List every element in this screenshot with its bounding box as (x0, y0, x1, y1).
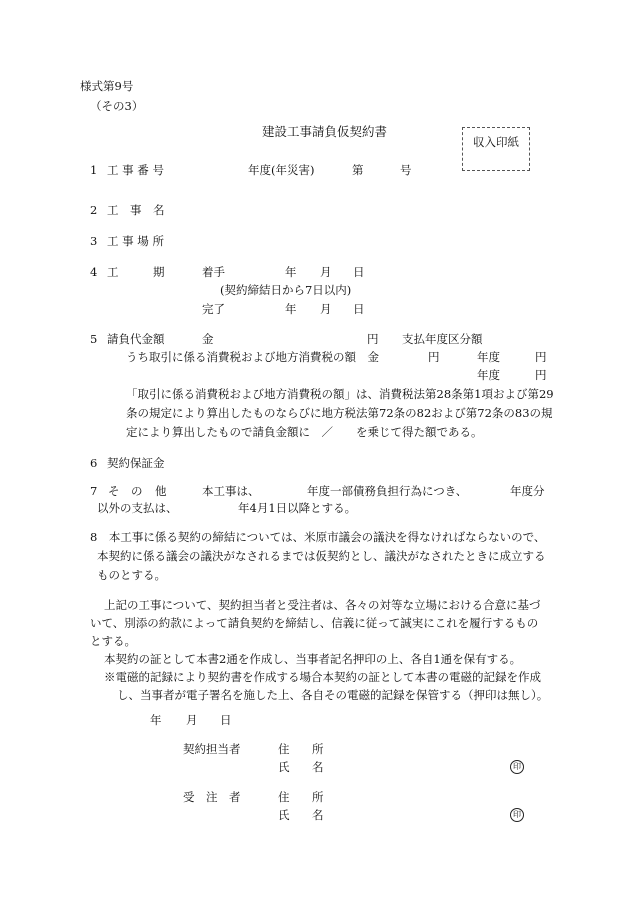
body-line2: いて、別添の約款によって請負契約を締結し、信義に従って誠実にこれを履行するもの (90, 616, 539, 630)
item4-day2: 日 (353, 302, 365, 316)
item4-year: 年 (285, 265, 297, 279)
item4-label: 工 (107, 265, 119, 279)
signer-tanto-label: 契約担当者 (183, 742, 241, 756)
item1-go: 号 (400, 163, 412, 177)
body-line3: とする。 (90, 634, 136, 648)
item4-end: 完了 (202, 302, 225, 316)
item7-line2b: 年4月1日以降とする。 (238, 501, 357, 515)
item5-para-line3: 定により算出したもので請負金額に ／ を乗じて得た額である。 (126, 425, 483, 439)
item1-number: 1 (90, 163, 98, 177)
body-line1: 上記の工事について、契約担当者と受注者は、各々の対等な立場における合意に基づ (104, 598, 541, 612)
item8-line3: ものとする。 (97, 568, 166, 582)
juchu-address-label2: 所 (312, 790, 324, 804)
item5-para-line1: 「取引に係る消費税および地方消費税の額」は、消費税法第28条第1項および第29 (126, 387, 554, 401)
item4-start: 着手 (202, 265, 225, 279)
body-line5: ※電磁的記録により契約書を作成する場合本契約の証として本書の電磁的記録を作成 (104, 670, 541, 684)
item5-yen: 円 (367, 332, 379, 346)
item5-kubun: 支払年度区分額 (402, 332, 483, 346)
juchu-name-label1: 氏 (278, 808, 290, 822)
item5-kin: 金 (202, 332, 214, 346)
body-line4: 本契約の証として本書2通を作成し、当事者記名押印の上、各自1通を保有する。 (104, 652, 522, 666)
item1-dai: 第 (352, 163, 364, 177)
tanto-address-label2: 所 (312, 742, 324, 756)
juchu-name-label2: 名 (312, 808, 324, 822)
item5-tax-line: うち取引に係る消費税および地方消費税の額 金 (126, 350, 379, 364)
item1-label: 工 事 番 号 (107, 163, 164, 177)
item6-label: 契約保証金 (107, 456, 165, 470)
item4-month2: 月 (320, 302, 332, 316)
item4-day: 日 (353, 265, 365, 279)
revenue-stamp-label: 収入印紙 (473, 135, 519, 149)
item7-text2: 年度一部債務負担行為につき、 (307, 484, 468, 498)
item7-text3: 年度分 (510, 484, 545, 498)
item7-line2a: 以外の支払は、 (97, 501, 178, 515)
item7-text1: 本工事は、 (202, 484, 260, 498)
item7-label3: 他 (155, 484, 167, 498)
item7-number: 7 (90, 484, 98, 498)
item6-number: 6 (90, 456, 98, 470)
date-day: 日 (220, 713, 232, 727)
revenue-stamp-box (462, 127, 530, 171)
item3-label: 工 事 場 所 (107, 234, 164, 248)
item8-line2: 本契約に係る議会の議決がなされるまでは仮契約とし、議決がなされたときに成立する (97, 549, 546, 563)
juchu-address-label1: 住 (278, 790, 290, 804)
item3-number: 3 (90, 234, 98, 248)
item4-month: 月 (320, 265, 332, 279)
item8-line1: 8 本工事に係る契約の締結については、米原市議会の議決を得なければならないので、 (90, 530, 546, 544)
tanto-address-label1: 住 (278, 742, 290, 756)
item7-label1: そ (108, 484, 120, 498)
item4-year2: 年 (285, 302, 297, 316)
item2-number: 2 (90, 203, 98, 217)
item2-label: 工 事 名 (107, 203, 165, 217)
item5-yen1: 円 (535, 350, 547, 364)
date-month: 月 (186, 713, 198, 727)
date-year: 年 (150, 713, 162, 727)
item5-nendo1: 年度 (477, 350, 500, 364)
document-title: 建設工事請負仮契約書 (262, 124, 388, 139)
item5-label: 請負代金額 (107, 332, 165, 346)
item7-label2: の (131, 484, 143, 498)
body-line6: し、当事者が電子署名を施した上、各自その電磁的記録を保管する（押印は無し）。 (117, 688, 549, 702)
form-sub-number: （その3） (90, 99, 144, 113)
tanto-seal-mark: 印 (510, 760, 524, 774)
tanto-name-label1: 氏 (278, 760, 290, 774)
juchu-seal-mark: 印 (510, 808, 524, 822)
item5-number: 5 (90, 332, 98, 346)
tanto-name-label2: 名 (312, 760, 324, 774)
item1-year: 年度(年災害) (248, 163, 315, 177)
item4-number: 4 (90, 265, 98, 279)
signer-juchu-label: 受 注 者 (183, 790, 241, 804)
item5-para-line2: 条の規定により算出したものならびに地方税法第72条の82および第72条の83の規 (126, 406, 553, 420)
item4-note: (契約締結日から7日以内) (220, 283, 352, 297)
item5-nendo2: 年度 (477, 368, 500, 382)
item4-label2: 期 (153, 265, 165, 279)
item5-yen2: 円 (535, 368, 547, 382)
item5-tax-yen: 円 (428, 350, 440, 364)
form-number: 様式第9号 (80, 79, 134, 93)
